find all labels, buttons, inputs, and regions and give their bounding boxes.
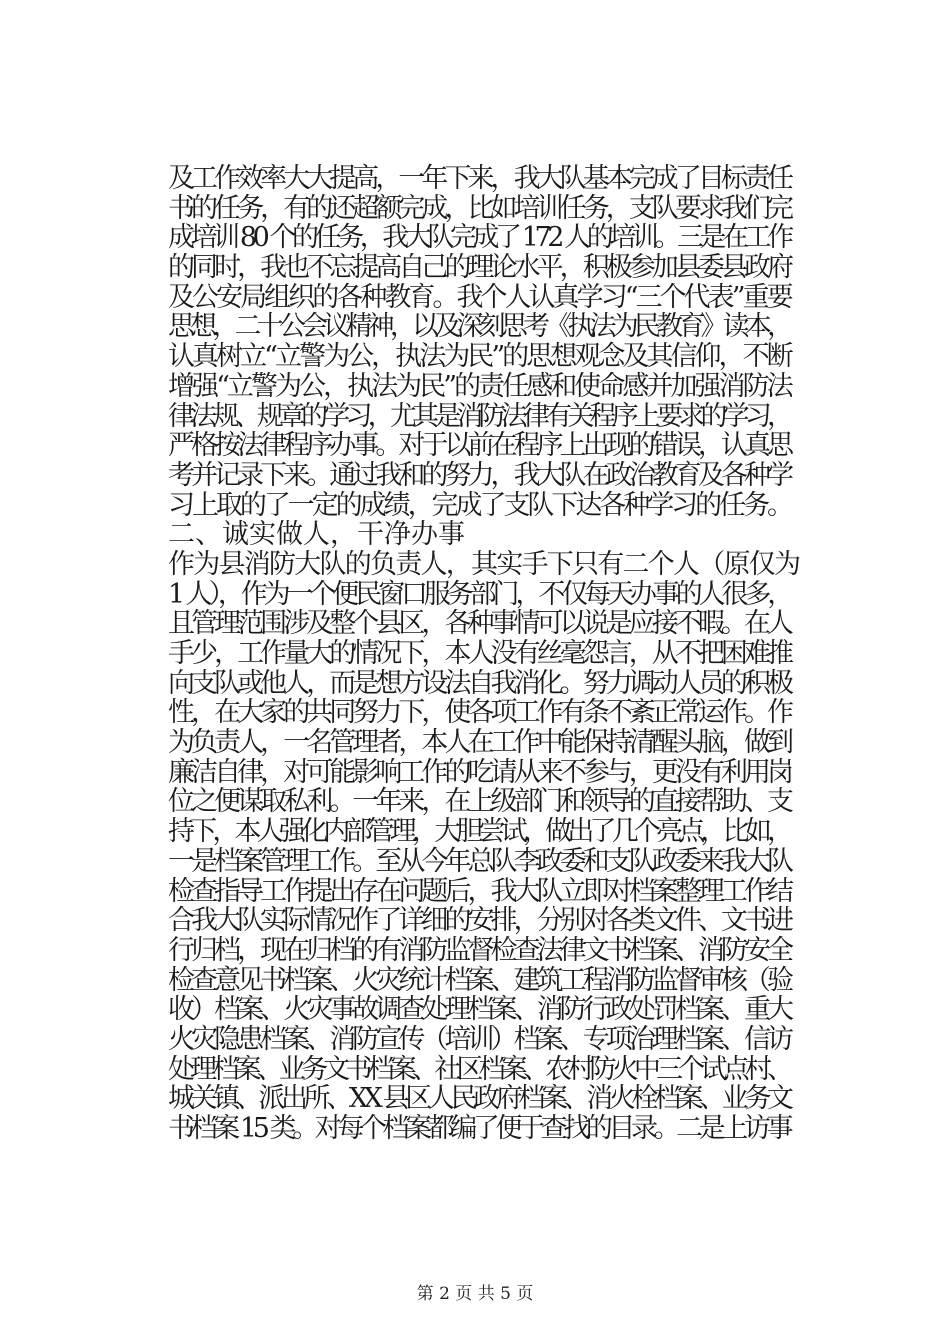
text-line: 1 人），作为一个便民窗口服务部门，不仅每天办事的人很多，: [168, 578, 791, 610]
text-line: 合我大队实际情况作了详细的安排，分别对各类文件、文书进: [168, 905, 791, 937]
text-line: 城关镇、派出所、XX 县区人民政府档案、消火栓档案、业务文: [168, 1083, 790, 1115]
text-line: 成培训 80 个的任务，我大队完成了 172 人的培训。三是在工作: [168, 222, 790, 254]
text-line: 及公安局组织的各种教育。我个人认真学习“三个代表”重要: [168, 281, 791, 313]
text-line: 为负责人，一名管理者，本人在工作中能保持清醒头脑，做到: [168, 727, 791, 759]
document-body: [168, 163, 800, 1144]
text-line: 书的任务，有的还超额完成，比如培训任务，支队要求我们完: [168, 192, 791, 224]
text-line: 火灾隐患档案、消防宣传（培训）档案、专项治理档案、信访: [168, 1023, 791, 1055]
text-line: 检查意见书档案、火灾统计档案、建筑工程消防监督审核（验: [168, 964, 791, 996]
text-line: 作为县消防大队的负责人，其实手下只有二个人（原仅为: [168, 548, 800, 580]
text-line: 处理档案、业务文书档案、社区档案、农村防火中三个试点村、: [168, 1053, 790, 1085]
text-line: 思想，二十公会议精神，以及深刻思考《执法为民教育》读本，: [168, 311, 790, 343]
text-line: 增强“立警为公，执法为民”的责任感和使命感并加强消防法: [168, 370, 791, 402]
text-line: 及工作效率大大提高，一年下来，我大队基本完成了目标责任: [168, 163, 791, 194]
text-line: 廉洁自律，对可能影响工作的吃请从来不参与，更没有利用岗: [168, 756, 791, 788]
page-footer: 第 2 页 共 5 页: [416, 1284, 534, 1304]
text-line: 二、诚实做人，干净办事: [168, 519, 465, 551]
text-line: 的同时，我也不忘提高自己的理论水平，积极参加县委县政府: [168, 252, 791, 284]
text-line: 考并记录下来。通过我和的努力，我大队在政治教育及各种学: [168, 459, 791, 491]
text-line: 性，在大家的共同努力下，使各项工作有条不紊正常运作。作: [168, 697, 791, 729]
text-line: 手少，工作量大的情况下，本人没有丝毫怨言，从不把困难推: [168, 638, 791, 669]
text-line: 且管理范围涉及整个县区，各种事情可以说是应接不暇。在人: [168, 608, 791, 640]
text-line: 书档案 15 类。对每个档案都编了便于查找的目录。二是上访事: [168, 1113, 790, 1144]
text-line: 行归档，现在归档的有消防监督检查法律文书档案、消防安全: [168, 934, 791, 966]
text-line: 检查指导工作提出存在问题后，我大队立即对档案整理工作结: [168, 875, 791, 907]
text-line: 律法规、规章的学习，尤其是消防法律有关程序上要求的学习，: [168, 400, 790, 432]
text-line: 收）档案、火灾事故调查处理档案、消防行政处罚档案、重大: [168, 994, 791, 1026]
text-line: 认真树立“立警为公，执法为民”的思想观念及其信仰，不断: [168, 341, 791, 373]
text-line: 一是档案管理工作。至从今年总队李政委和支队政委来我大队: [168, 845, 791, 877]
text-line: 位之便谋取私利。一年来，在上级部门和领导的直接帮助、支: [168, 786, 791, 818]
text-line: 向支队或他人，而是想方设法自我消化。努力调动人员的积极: [168, 667, 791, 699]
text-line: 严格按法律程序办事。对于以前在程序上出现的错误，认真思: [168, 430, 791, 462]
text-line: 持下，本人强化内部管理，大胆尝试，做出了几个亮点，比如，: [168, 816, 790, 848]
text-line: 习上取的了一定的成绩，完成了支队下达各种学习的任务。: [168, 489, 791, 521]
